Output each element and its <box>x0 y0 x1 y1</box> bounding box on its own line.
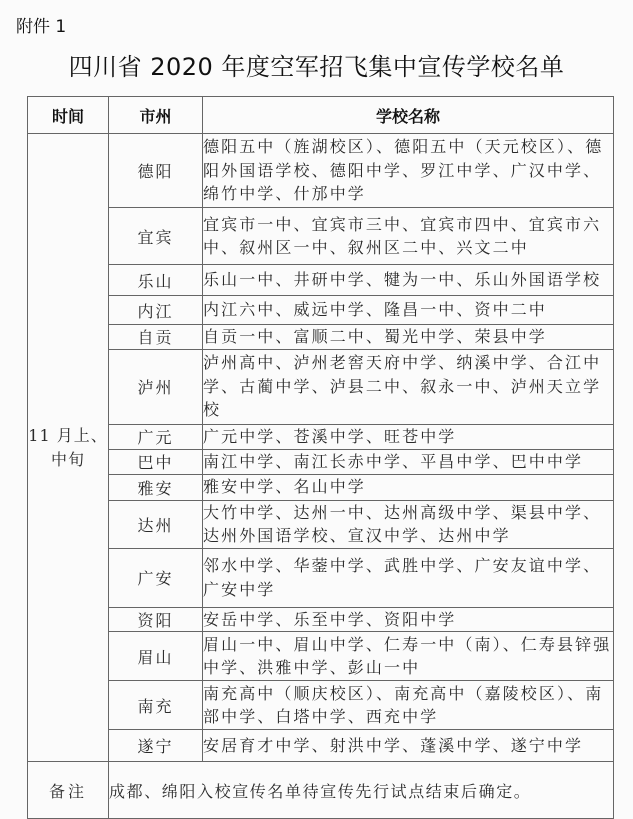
table-row <box>28 474 614 500</box>
schools-cell: 雅安中学、名山中学 <box>203 474 614 500</box>
table-header-row <box>28 97 614 134</box>
schools-cell: 大竹中学、达州一中、达州高级中学、渠县中学、达州外国语学校、宣汉中学、达州中学 <box>203 500 614 548</box>
table-row <box>28 607 614 632</box>
notes-text: 成都、绵阳入校宣传名单待宣传先行试点结束后确定。 <box>109 762 614 819</box>
table-row <box>28 349 614 424</box>
schools-cell: 泸州高中、泸州老窖天府中学、纳溪中学、合江中学、古蔺中学、泸县二中、叙永一中、泸州天立学校 <box>203 349 614 424</box>
table-row <box>28 730 614 762</box>
schools-cell: 内江六中、威远中学、隆昌一中、资中二中 <box>203 296 614 325</box>
table-row <box>28 449 614 474</box>
attachment-label: 附件 1 <box>16 17 67 37</box>
schools-cell: 自贡一中、富顺二中、蜀光中学、荣县中学 <box>203 325 614 350</box>
table-body <box>28 134 614 819</box>
city-cell: 乐山 <box>109 265 203 296</box>
schools-cell: 宜宾市一中、宜宾市三中、宜宾市四中、宜宾市六中、叙州区一中、叙州区二中、兴文二中 <box>203 208 614 265</box>
city-cell: 宜宾 <box>109 208 203 265</box>
city-cell: 雅安 <box>109 474 203 500</box>
schools-cell: 安岳中学、乐至中学、资阳中学 <box>203 607 614 632</box>
city-cell: 德阳 <box>109 134 203 208</box>
city-cell: 达州 <box>109 500 203 548</box>
schools-cell: 南江中学、南江长赤中学、平昌中学、巴中中学 <box>203 449 614 474</box>
schools-cell: 广元中学、苍溪中学、旺苍中学 <box>203 424 614 449</box>
schools-cell: 南充高中（顺庆校区）、南充高中（嘉陵校区）、南部中学、白塔中学、西充中学 <box>203 681 614 730</box>
schools-cell: 德阳五中（旌湖校区）、德阳五中（天元校区）、德阳外国语学校、德阳中学、罗江中学、广汉中学、绵竹中学、什邡中学 <box>203 134 614 208</box>
table-row <box>28 325 614 350</box>
schools-cell: 乐山一中、井研中学、犍为一中、乐山外国语学校 <box>203 265 614 296</box>
city-cell: 南充 <box>109 681 203 730</box>
city-cell: 自贡 <box>109 325 203 350</box>
table-row <box>28 424 614 449</box>
table-row <box>28 296 614 325</box>
schools-cell: 安居育才中学、射洪中学、蓬溪中学、遂宁中学 <box>203 730 614 762</box>
table-row <box>28 208 614 265</box>
school-list-table <box>27 96 614 819</box>
header-time: 时间 <box>28 97 109 134</box>
city-cell: 广安 <box>109 548 203 607</box>
table-row <box>28 548 614 607</box>
city-cell: 巴中 <box>109 449 203 474</box>
page-title: 四川省 2020 年度空军招飞集中宣传学校名单 <box>68 53 565 81</box>
city-cell: 内江 <box>109 296 203 325</box>
table-row <box>28 134 614 208</box>
header-city: 市州 <box>109 97 203 134</box>
city-cell: 广元 <box>109 424 203 449</box>
table-row <box>28 681 614 730</box>
table-row <box>28 500 614 548</box>
notes-label: 备注 <box>28 762 109 819</box>
city-cell: 泸州 <box>109 349 203 424</box>
header-schools: 学校名称 <box>203 97 614 134</box>
table-row <box>28 632 614 681</box>
city-cell: 资阳 <box>109 607 203 632</box>
time-period-cell: 11 月上、中旬 <box>28 134 109 762</box>
schools-cell: 邻水中学、华蓥中学、武胜中学、广安友谊中学、广安中学 <box>203 548 614 607</box>
city-cell: 遂宁 <box>109 730 203 762</box>
notes-row <box>28 762 614 819</box>
city-cell: 眉山 <box>109 632 203 681</box>
table-row <box>28 265 614 296</box>
schools-cell: 眉山一中、眉山中学、仁寿一中（南）、仁寿县锌强中学、洪雅中学、彭山一中 <box>203 632 614 681</box>
